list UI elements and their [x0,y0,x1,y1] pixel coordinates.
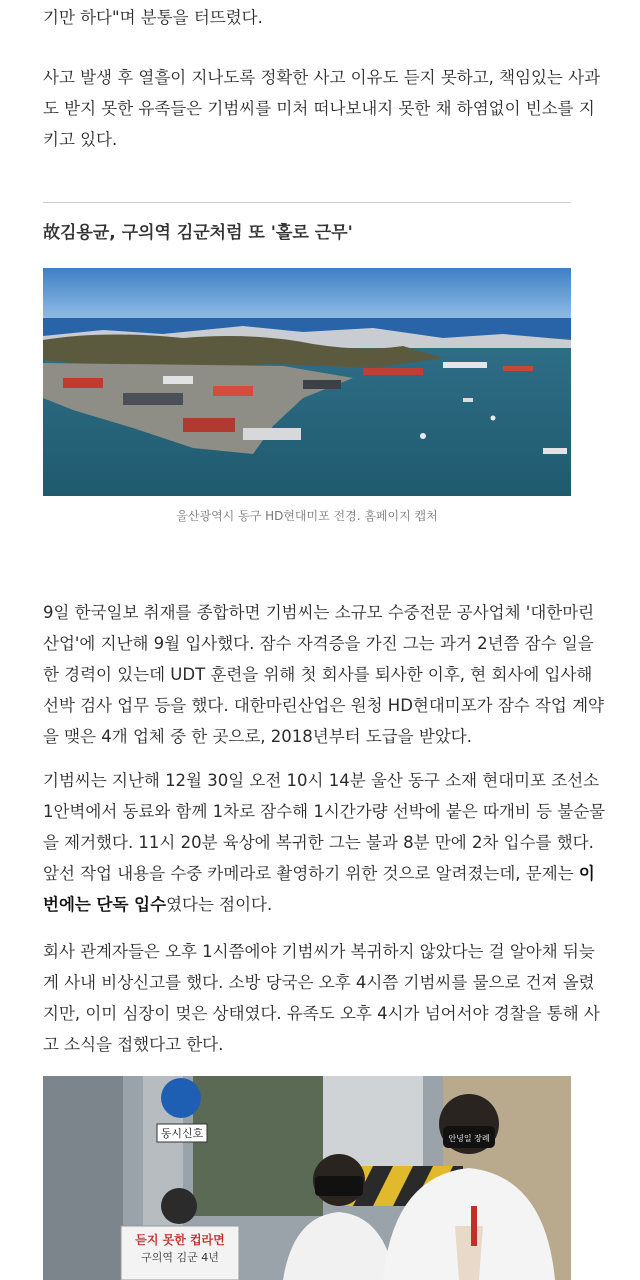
text-line: 고 소식을 접했다고 한다. [43,1035,224,1054]
street-sign-text: 동시신호 [160,1127,204,1140]
section-subheading: 故김용균, 구의역 김군처럼 또 '홀로 근무' [43,223,353,243]
text-line: 회사 관계자들은 오후 1시쯤에야 기범씨가 복귀하지 않았다는 걸 알아채 뒤늦 [43,942,595,961]
text-line: 선박 검사 업무 등을 했다. 대한마린산업은 원청 HD현대미포가 잠수 작업 계약 [43,696,604,715]
protest-illustration [43,1076,571,1280]
paragraph-background [43,597,604,752]
section-divider [43,202,571,203]
text-line: 1안벽에서 동료와 함께 1차로 잠수해 1시간가량 선박에 붙은 따개비 등 불순물 [43,802,606,821]
text-line [43,858,595,889]
placard-text-1: 듣지 못한 컵라면 [135,1233,225,1247]
paragraph-incident [43,765,606,920]
text-line: 키고 있다. [43,130,118,149]
text-line: 9일 한국일보 취재를 종합하면 기범씨는 소규모 수중전문 공사업체 '대한마린 [43,603,595,622]
emphasis-text: 번에는 단독 입수 [43,895,167,914]
text-line: 산업'에 지난해 9월 입사했다. 잠수 자격증을 가진 그는 과거 2년쯤 잠수 일을 [43,634,594,653]
text-line: 을 제거했다. 11시 20분 육상에 복귀한 그는 불과 8분 만에 2차 입수를 했다. [43,833,594,852]
text-line: 사고 발생 후 열흘이 지나도록 정확한 사고 이유도 듣지 못하고, 책임있는 사과 [43,68,601,87]
text-line: 도 받지 못한 유족들은 기범씨를 미처 떠나보내지 못한 채 하염없이 빈소를 지 [43,99,595,118]
paragraph-aftermath [43,936,600,1060]
placard-text-2: 구의역 김군 4년 [141,1251,219,1264]
text-line: 게 사내 비상신고를 했다. 소방 당국은 오후 4시쯤 기범씨를 물으로 건져 올렸 [43,973,595,992]
emphasis-text: 이 [578,864,595,883]
headband-text: 안녕일 장례 [448,1134,490,1143]
shipyard-aerial-photo [43,268,571,496]
text-line: 기만 하다"며 분통을 터뜨렸다. [43,8,263,27]
photo-caption: 울산광역시 동구 HD현대미포 전경. 홈페이지 캡처 [176,509,438,523]
text-line: 지만, 이미 심장이 멎은 상태였다. 유족도 오후 4시가 넘어서야 경찰을 통해 사 [43,1004,600,1023]
text-segment: 앞선 작업 내용을 수중 카메라로 촬영하기 위한 것으로 알려졌는데, 문제는 [43,864,579,883]
paragraph-condolence [43,62,601,155]
text-line: 을 맺은 4개 업체 중 한 곳으로, 2018년부터 도급을 받았다. [43,727,472,746]
protest-photo [43,1076,571,1280]
text-line [43,889,578,920]
text-line: 기범씨는 지난해 12월 30일 오전 10시 14분 울산 동구 소재 현대미포 조선소 [43,771,600,790]
text-segment: 였다는 점이다. [166,895,273,914]
text-line: 한 경력이 있는데 UDT 훈련을 위해 첫 회사를 퇴사한 이후, 현 회사에 입사해 [43,665,593,684]
shipyard-illustration [43,268,571,496]
intro-paragraph [43,2,578,33]
